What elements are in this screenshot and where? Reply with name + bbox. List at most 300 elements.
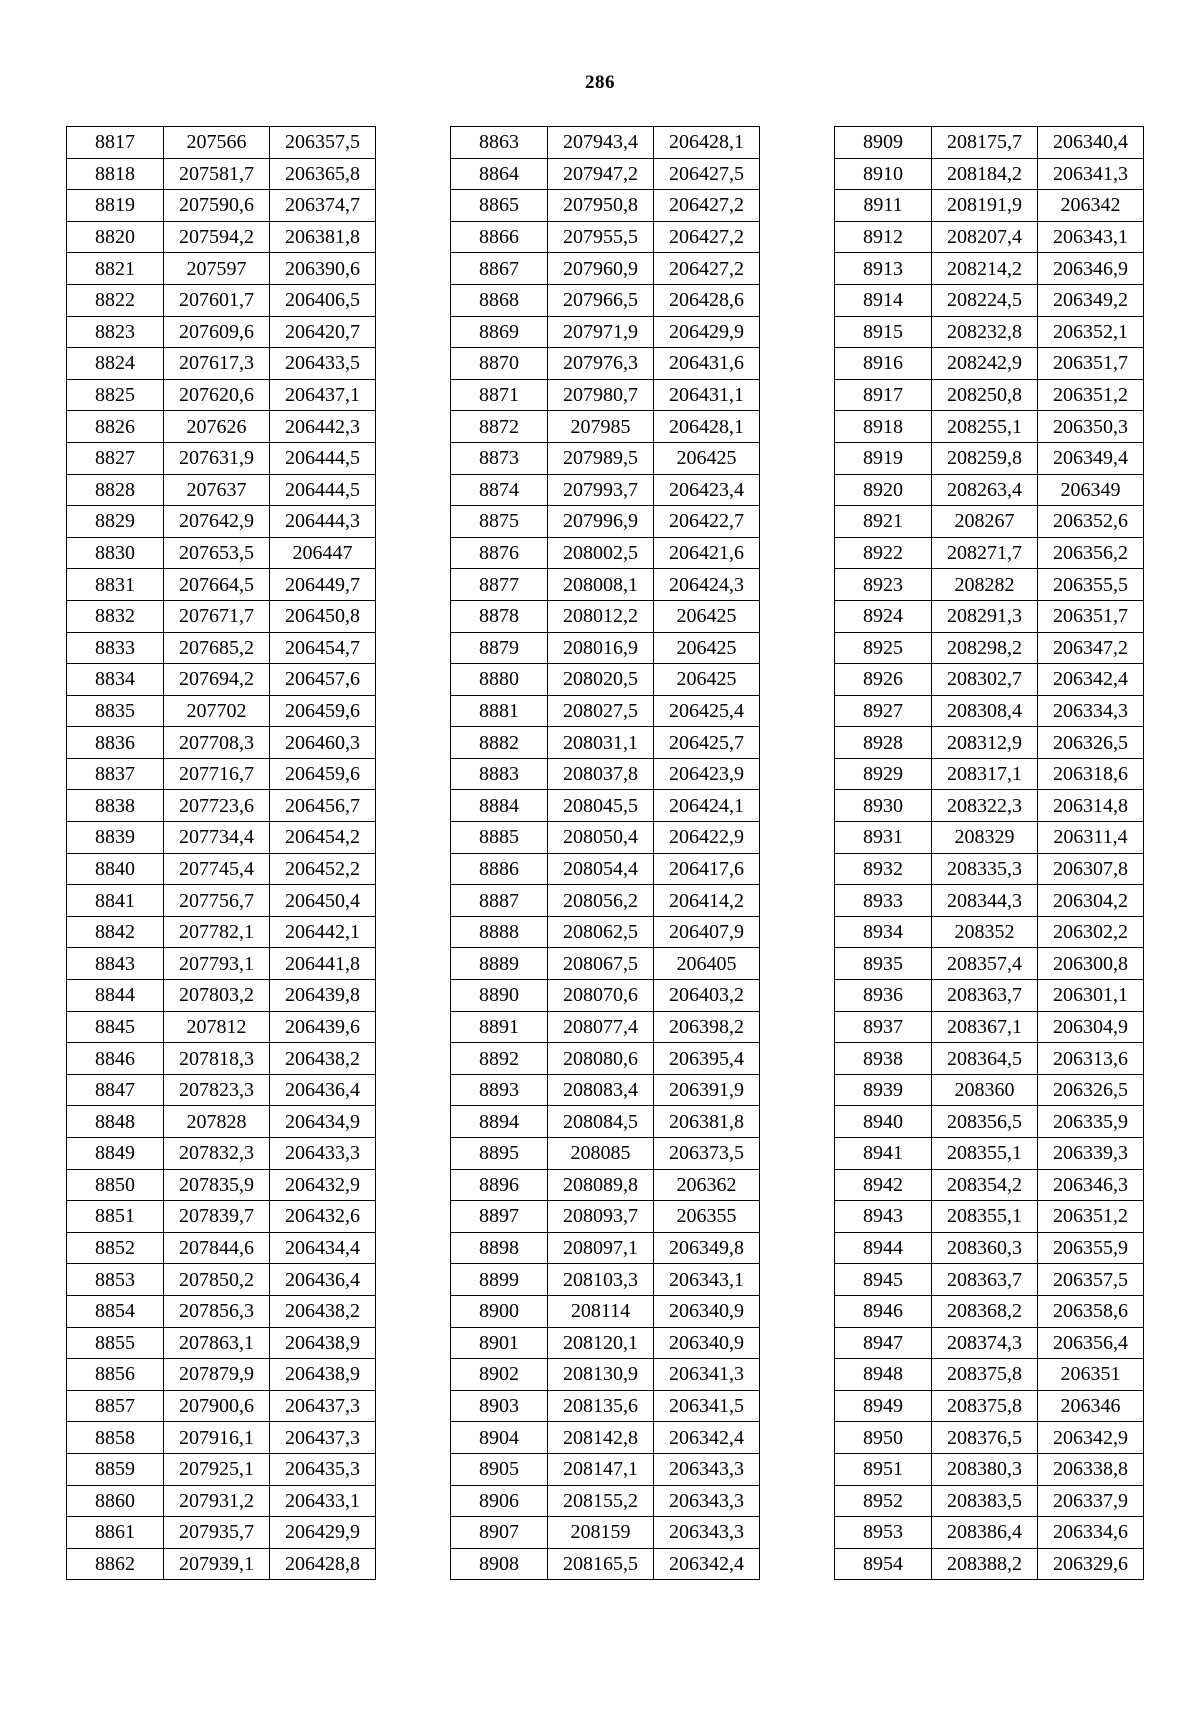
coordinate-table-1 bbox=[66, 126, 376, 1580]
point-number-cell: 8934 bbox=[835, 916, 932, 948]
point-number-cell: 8910 bbox=[835, 158, 932, 190]
point-number-cell: 8876 bbox=[451, 537, 548, 569]
point-number-cell: 8845 bbox=[67, 1011, 164, 1043]
x-coordinate-cell: 208335,3 bbox=[932, 853, 1038, 885]
point-number-cell: 8833 bbox=[67, 632, 164, 664]
point-number-cell: 8882 bbox=[451, 727, 548, 759]
point-number-cell: 8820 bbox=[67, 221, 164, 253]
point-number-cell: 8918 bbox=[835, 411, 932, 443]
table-row bbox=[451, 1359, 760, 1391]
x-coordinate-cell: 207685,2 bbox=[164, 632, 270, 664]
point-number-cell: 8881 bbox=[451, 695, 548, 727]
point-number-cell: 8873 bbox=[451, 442, 548, 474]
table-row bbox=[67, 1264, 376, 1296]
y-coordinate-cell: 206427,2 bbox=[654, 253, 760, 285]
table-row bbox=[835, 885, 1144, 917]
point-number-cell: 8905 bbox=[451, 1453, 548, 1485]
y-coordinate-cell: 206429,9 bbox=[654, 316, 760, 348]
point-number-cell: 8823 bbox=[67, 316, 164, 348]
x-coordinate-cell: 208363,7 bbox=[932, 1264, 1038, 1296]
point-number-cell: 8828 bbox=[67, 474, 164, 506]
y-coordinate-cell: 206346 bbox=[1038, 1390, 1144, 1422]
x-coordinate-cell: 208077,4 bbox=[548, 1011, 654, 1043]
table-row bbox=[451, 600, 760, 632]
table-row bbox=[451, 284, 760, 316]
y-coordinate-cell: 206351,2 bbox=[1038, 1201, 1144, 1233]
x-coordinate-cell: 208357,4 bbox=[932, 948, 1038, 980]
point-number-cell: 8866 bbox=[451, 221, 548, 253]
point-number-cell: 8840 bbox=[67, 853, 164, 885]
x-coordinate-cell: 207925,1 bbox=[164, 1453, 270, 1485]
point-number-cell: 8941 bbox=[835, 1138, 932, 1170]
point-number-cell: 8919 bbox=[835, 442, 932, 474]
table-row bbox=[67, 822, 376, 854]
x-coordinate-cell: 208037,8 bbox=[548, 758, 654, 790]
point-number-cell: 8936 bbox=[835, 980, 932, 1012]
table-row bbox=[67, 885, 376, 917]
point-number-cell: 8954 bbox=[835, 1548, 932, 1580]
point-number-cell: 8926 bbox=[835, 664, 932, 696]
table-row bbox=[67, 348, 376, 380]
table-row bbox=[67, 316, 376, 348]
table-row bbox=[835, 411, 1144, 443]
table-row bbox=[67, 1359, 376, 1391]
y-coordinate-cell: 206425 bbox=[654, 600, 760, 632]
x-coordinate-cell: 208016,9 bbox=[548, 632, 654, 664]
point-number-cell: 8915 bbox=[835, 316, 932, 348]
y-coordinate-cell: 206334,3 bbox=[1038, 695, 1144, 727]
table-row bbox=[835, 916, 1144, 948]
y-coordinate-cell: 206431,6 bbox=[654, 348, 760, 380]
point-number-cell: 8917 bbox=[835, 379, 932, 411]
point-number-cell: 8938 bbox=[835, 1043, 932, 1075]
point-number-cell: 8837 bbox=[67, 758, 164, 790]
point-number-cell: 8880 bbox=[451, 664, 548, 696]
y-coordinate-cell: 206425,7 bbox=[654, 727, 760, 759]
y-coordinate-cell: 206341,5 bbox=[654, 1390, 760, 1422]
table-row bbox=[835, 1327, 1144, 1359]
point-number-cell: 8817 bbox=[67, 127, 164, 159]
x-coordinate-cell: 208360 bbox=[932, 1074, 1038, 1106]
point-number-cell: 8843 bbox=[67, 948, 164, 980]
x-coordinate-cell: 207950,8 bbox=[548, 190, 654, 222]
point-number-cell: 8945 bbox=[835, 1264, 932, 1296]
x-coordinate-cell: 207839,7 bbox=[164, 1201, 270, 1233]
point-number-cell: 8886 bbox=[451, 853, 548, 885]
point-number-cell: 8869 bbox=[451, 316, 548, 348]
point-number-cell: 8838 bbox=[67, 790, 164, 822]
table-row bbox=[451, 790, 760, 822]
y-coordinate-cell: 206437,3 bbox=[270, 1390, 376, 1422]
point-number-cell: 8852 bbox=[67, 1232, 164, 1264]
page-number: 286 bbox=[585, 72, 615, 93]
y-coordinate-cell: 206459,6 bbox=[270, 758, 376, 790]
y-coordinate-cell: 206395,4 bbox=[654, 1043, 760, 1075]
table-row bbox=[835, 506, 1144, 538]
point-number-cell: 8841 bbox=[67, 885, 164, 917]
x-coordinate-cell: 208302,7 bbox=[932, 664, 1038, 696]
y-coordinate-cell: 206351,7 bbox=[1038, 600, 1144, 632]
x-coordinate-cell: 207850,2 bbox=[164, 1264, 270, 1296]
table-row bbox=[67, 1043, 376, 1075]
table-row bbox=[835, 1485, 1144, 1517]
x-coordinate-cell: 208045,5 bbox=[548, 790, 654, 822]
table-row bbox=[67, 1011, 376, 1043]
x-coordinate-cell: 208356,5 bbox=[932, 1106, 1038, 1138]
y-coordinate-cell: 206349,2 bbox=[1038, 284, 1144, 316]
point-number-cell: 8920 bbox=[835, 474, 932, 506]
x-coordinate-cell: 208191,9 bbox=[932, 190, 1038, 222]
x-coordinate-cell: 208027,5 bbox=[548, 695, 654, 727]
table-row bbox=[835, 1074, 1144, 1106]
x-coordinate-cell: 208374,3 bbox=[932, 1327, 1038, 1359]
y-coordinate-cell: 206314,8 bbox=[1038, 790, 1144, 822]
table-row bbox=[451, 569, 760, 601]
table-row bbox=[451, 1453, 760, 1485]
point-number-cell: 8819 bbox=[67, 190, 164, 222]
point-number-cell: 8902 bbox=[451, 1359, 548, 1391]
y-coordinate-cell: 206340,4 bbox=[1038, 127, 1144, 159]
point-number-cell: 8904 bbox=[451, 1422, 548, 1454]
x-coordinate-cell: 208383,5 bbox=[932, 1485, 1038, 1517]
y-coordinate-cell: 206428,8 bbox=[270, 1548, 376, 1580]
y-coordinate-cell: 206428,1 bbox=[654, 411, 760, 443]
table-row bbox=[835, 127, 1144, 159]
x-coordinate-cell: 207935,7 bbox=[164, 1517, 270, 1549]
y-coordinate-cell: 206460,3 bbox=[270, 727, 376, 759]
y-coordinate-cell: 206425 bbox=[654, 442, 760, 474]
x-coordinate-cell: 208317,1 bbox=[932, 758, 1038, 790]
y-coordinate-cell: 206341,3 bbox=[654, 1359, 760, 1391]
x-coordinate-cell: 207617,3 bbox=[164, 348, 270, 380]
table-row bbox=[67, 1422, 376, 1454]
y-coordinate-cell: 206326,5 bbox=[1038, 1074, 1144, 1106]
table-row bbox=[451, 411, 760, 443]
point-number-cell: 8818 bbox=[67, 158, 164, 190]
y-coordinate-cell: 206342 bbox=[1038, 190, 1144, 222]
table-row bbox=[451, 632, 760, 664]
x-coordinate-cell: 207812 bbox=[164, 1011, 270, 1043]
point-number-cell: 8875 bbox=[451, 506, 548, 538]
x-coordinate-cell: 208263,4 bbox=[932, 474, 1038, 506]
point-number-cell: 8855 bbox=[67, 1327, 164, 1359]
x-coordinate-cell: 207863,1 bbox=[164, 1327, 270, 1359]
point-number-cell: 8862 bbox=[67, 1548, 164, 1580]
table-row bbox=[67, 284, 376, 316]
table-row bbox=[451, 758, 760, 790]
table-row bbox=[835, 1422, 1144, 1454]
y-coordinate-cell: 206433,5 bbox=[270, 348, 376, 380]
point-number-cell: 8829 bbox=[67, 506, 164, 538]
y-coordinate-cell: 206428,1 bbox=[654, 127, 760, 159]
table-row bbox=[835, 632, 1144, 664]
point-number-cell: 8831 bbox=[67, 569, 164, 601]
point-number-cell: 8846 bbox=[67, 1043, 164, 1075]
x-coordinate-cell: 207989,5 bbox=[548, 442, 654, 474]
y-coordinate-cell: 206390,6 bbox=[270, 253, 376, 285]
table-row bbox=[835, 790, 1144, 822]
table-row bbox=[67, 1169, 376, 1201]
x-coordinate-cell: 208062,5 bbox=[548, 916, 654, 948]
table-row bbox=[67, 948, 376, 980]
point-number-cell: 8897 bbox=[451, 1201, 548, 1233]
table-row bbox=[451, 1169, 760, 1201]
table-row bbox=[835, 1201, 1144, 1233]
table-body bbox=[835, 127, 1144, 1580]
table-row bbox=[67, 916, 376, 948]
table-row bbox=[67, 790, 376, 822]
x-coordinate-cell: 207642,9 bbox=[164, 506, 270, 538]
point-number-cell: 8935 bbox=[835, 948, 932, 980]
y-coordinate-cell: 206432,6 bbox=[270, 1201, 376, 1233]
table-row bbox=[67, 442, 376, 474]
y-coordinate-cell: 206442,1 bbox=[270, 916, 376, 948]
x-coordinate-cell: 208012,2 bbox=[548, 600, 654, 632]
y-coordinate-cell: 206329,6 bbox=[1038, 1548, 1144, 1580]
y-coordinate-cell: 206417,6 bbox=[654, 853, 760, 885]
point-number-cell: 8932 bbox=[835, 853, 932, 885]
x-coordinate-cell: 207955,5 bbox=[548, 221, 654, 253]
table-row bbox=[835, 695, 1144, 727]
x-coordinate-cell: 208159 bbox=[548, 1517, 654, 1549]
point-number-cell: 8924 bbox=[835, 600, 932, 632]
table-row bbox=[67, 1327, 376, 1359]
table-row bbox=[451, 1517, 760, 1549]
table-row bbox=[67, 695, 376, 727]
point-number-cell: 8909 bbox=[835, 127, 932, 159]
table-body bbox=[67, 127, 376, 1580]
point-number-cell: 8826 bbox=[67, 411, 164, 443]
table-row bbox=[451, 1485, 760, 1517]
x-coordinate-cell: 207916,1 bbox=[164, 1422, 270, 1454]
y-coordinate-cell: 206439,6 bbox=[270, 1011, 376, 1043]
x-coordinate-cell: 208255,1 bbox=[932, 411, 1038, 443]
point-number-cell: 8844 bbox=[67, 980, 164, 1012]
table-row bbox=[835, 1043, 1144, 1075]
x-coordinate-cell: 207581,7 bbox=[164, 158, 270, 190]
x-coordinate-cell: 208322,3 bbox=[932, 790, 1038, 822]
table-body bbox=[451, 127, 760, 1580]
y-coordinate-cell: 206420,7 bbox=[270, 316, 376, 348]
y-coordinate-cell: 206406,5 bbox=[270, 284, 376, 316]
point-number-cell: 8914 bbox=[835, 284, 932, 316]
point-number-cell: 8913 bbox=[835, 253, 932, 285]
table-row bbox=[451, 348, 760, 380]
point-number-cell: 8853 bbox=[67, 1264, 164, 1296]
y-coordinate-cell: 206313,6 bbox=[1038, 1043, 1144, 1075]
point-number-cell: 8903 bbox=[451, 1390, 548, 1422]
point-number-cell: 8947 bbox=[835, 1327, 932, 1359]
point-number-cell: 8835 bbox=[67, 695, 164, 727]
x-coordinate-cell: 208312,9 bbox=[932, 727, 1038, 759]
x-coordinate-cell: 208067,5 bbox=[548, 948, 654, 980]
y-coordinate-cell: 206450,8 bbox=[270, 600, 376, 632]
y-coordinate-cell: 206300,8 bbox=[1038, 948, 1144, 980]
y-coordinate-cell: 206381,8 bbox=[270, 221, 376, 253]
x-coordinate-cell: 207966,5 bbox=[548, 284, 654, 316]
point-number-cell: 8901 bbox=[451, 1327, 548, 1359]
x-coordinate-cell: 207716,7 bbox=[164, 758, 270, 790]
point-number-cell: 8911 bbox=[835, 190, 932, 222]
x-coordinate-cell: 208242,9 bbox=[932, 348, 1038, 380]
y-coordinate-cell: 206459,6 bbox=[270, 695, 376, 727]
point-number-cell: 8861 bbox=[67, 1517, 164, 1549]
table-row bbox=[67, 474, 376, 506]
table-row bbox=[67, 664, 376, 696]
x-coordinate-cell: 208354,2 bbox=[932, 1169, 1038, 1201]
point-number-cell: 8834 bbox=[67, 664, 164, 696]
point-number-cell: 8927 bbox=[835, 695, 932, 727]
table-row bbox=[835, 474, 1144, 506]
table-row bbox=[67, 853, 376, 885]
x-coordinate-cell: 207879,9 bbox=[164, 1359, 270, 1391]
y-coordinate-cell: 206423,9 bbox=[654, 758, 760, 790]
y-coordinate-cell: 206341,3 bbox=[1038, 158, 1144, 190]
point-number-cell: 8889 bbox=[451, 948, 548, 980]
y-coordinate-cell: 206425,4 bbox=[654, 695, 760, 727]
x-coordinate-cell: 207756,7 bbox=[164, 885, 270, 917]
x-coordinate-cell: 207782,1 bbox=[164, 916, 270, 948]
table-row bbox=[451, 1264, 760, 1296]
x-coordinate-cell: 207631,9 bbox=[164, 442, 270, 474]
table-row bbox=[67, 1106, 376, 1138]
point-number-cell: 8847 bbox=[67, 1074, 164, 1106]
y-coordinate-cell: 206431,1 bbox=[654, 379, 760, 411]
y-coordinate-cell: 206352,6 bbox=[1038, 506, 1144, 538]
table-row bbox=[451, 1232, 760, 1264]
point-number-cell: 8871 bbox=[451, 379, 548, 411]
y-coordinate-cell: 206436,4 bbox=[270, 1074, 376, 1106]
y-coordinate-cell: 206304,2 bbox=[1038, 885, 1144, 917]
x-coordinate-cell: 207947,2 bbox=[548, 158, 654, 190]
y-coordinate-cell: 206346,3 bbox=[1038, 1169, 1144, 1201]
x-coordinate-cell: 207971,9 bbox=[548, 316, 654, 348]
x-coordinate-cell: 208376,5 bbox=[932, 1422, 1038, 1454]
point-number-cell: 8950 bbox=[835, 1422, 932, 1454]
x-coordinate-cell: 207844,6 bbox=[164, 1232, 270, 1264]
point-number-cell: 8930 bbox=[835, 790, 932, 822]
y-coordinate-cell: 206438,9 bbox=[270, 1359, 376, 1391]
x-coordinate-cell: 208298,2 bbox=[932, 632, 1038, 664]
x-coordinate-cell: 207960,9 bbox=[548, 253, 654, 285]
y-coordinate-cell: 206456,7 bbox=[270, 790, 376, 822]
y-coordinate-cell: 206439,8 bbox=[270, 980, 376, 1012]
y-coordinate-cell: 206441,8 bbox=[270, 948, 376, 980]
y-coordinate-cell: 206457,6 bbox=[270, 664, 376, 696]
x-coordinate-cell: 207723,6 bbox=[164, 790, 270, 822]
y-coordinate-cell: 206414,2 bbox=[654, 885, 760, 917]
y-coordinate-cell: 206422,7 bbox=[654, 506, 760, 538]
table-row bbox=[835, 980, 1144, 1012]
x-coordinate-cell: 207943,4 bbox=[548, 127, 654, 159]
table-row bbox=[451, 253, 760, 285]
y-coordinate-cell: 206343,3 bbox=[654, 1485, 760, 1517]
x-coordinate-cell: 207980,7 bbox=[548, 379, 654, 411]
table-row bbox=[451, 1327, 760, 1359]
y-coordinate-cell: 206391,9 bbox=[654, 1074, 760, 1106]
x-coordinate-cell: 208080,6 bbox=[548, 1043, 654, 1075]
y-coordinate-cell: 206454,7 bbox=[270, 632, 376, 664]
point-number-cell: 8908 bbox=[451, 1548, 548, 1580]
table-row bbox=[451, 1011, 760, 1043]
x-coordinate-cell: 208002,5 bbox=[548, 537, 654, 569]
point-number-cell: 8906 bbox=[451, 1485, 548, 1517]
y-coordinate-cell: 206365,8 bbox=[270, 158, 376, 190]
y-coordinate-cell: 206405 bbox=[654, 948, 760, 980]
y-coordinate-cell: 206334,6 bbox=[1038, 1517, 1144, 1549]
point-number-cell: 8891 bbox=[451, 1011, 548, 1043]
y-coordinate-cell: 206340,9 bbox=[654, 1295, 760, 1327]
y-coordinate-cell: 206349,8 bbox=[654, 1232, 760, 1264]
x-coordinate-cell: 208282 bbox=[932, 569, 1038, 601]
x-coordinate-cell: 207566 bbox=[164, 127, 270, 159]
y-coordinate-cell: 206422,9 bbox=[654, 822, 760, 854]
point-number-cell: 8898 bbox=[451, 1232, 548, 1264]
x-coordinate-cell: 208020,5 bbox=[548, 664, 654, 696]
x-coordinate-cell: 207976,3 bbox=[548, 348, 654, 380]
x-coordinate-cell: 208184,2 bbox=[932, 158, 1038, 190]
y-coordinate-cell: 206432,9 bbox=[270, 1169, 376, 1201]
x-coordinate-cell: 207818,3 bbox=[164, 1043, 270, 1075]
table-row bbox=[451, 442, 760, 474]
point-number-cell: 8895 bbox=[451, 1138, 548, 1170]
table-row bbox=[835, 1548, 1144, 1580]
table-row bbox=[835, 1169, 1144, 1201]
point-number-cell: 8859 bbox=[67, 1453, 164, 1485]
y-coordinate-cell: 206307,8 bbox=[1038, 853, 1144, 885]
table-row bbox=[451, 853, 760, 885]
y-coordinate-cell: 206438,2 bbox=[270, 1043, 376, 1075]
table-row bbox=[451, 664, 760, 696]
y-coordinate-cell: 206444,3 bbox=[270, 506, 376, 538]
x-coordinate-cell: 208175,7 bbox=[932, 127, 1038, 159]
x-coordinate-cell: 207856,3 bbox=[164, 1295, 270, 1327]
table-row bbox=[835, 379, 1144, 411]
point-number-cell: 8890 bbox=[451, 980, 548, 1012]
table-row bbox=[451, 506, 760, 538]
x-coordinate-cell: 208097,1 bbox=[548, 1232, 654, 1264]
point-number-cell: 8863 bbox=[451, 127, 548, 159]
x-coordinate-cell: 207702 bbox=[164, 695, 270, 727]
table-row bbox=[67, 1517, 376, 1549]
x-coordinate-cell: 208367,1 bbox=[932, 1011, 1038, 1043]
x-coordinate-cell: 207734,4 bbox=[164, 822, 270, 854]
point-number-cell: 8923 bbox=[835, 569, 932, 601]
y-coordinate-cell: 206442,3 bbox=[270, 411, 376, 443]
y-coordinate-cell: 206351 bbox=[1038, 1359, 1144, 1391]
y-coordinate-cell: 206311,4 bbox=[1038, 822, 1144, 854]
table-row bbox=[67, 980, 376, 1012]
y-coordinate-cell: 206437,1 bbox=[270, 379, 376, 411]
y-coordinate-cell: 206437,3 bbox=[270, 1422, 376, 1454]
y-coordinate-cell: 206423,4 bbox=[654, 474, 760, 506]
table-row bbox=[67, 1548, 376, 1580]
x-coordinate-cell: 207653,5 bbox=[164, 537, 270, 569]
table-row bbox=[67, 253, 376, 285]
point-number-cell: 8878 bbox=[451, 600, 548, 632]
x-coordinate-cell: 207694,2 bbox=[164, 664, 270, 696]
table-row bbox=[451, 1422, 760, 1454]
table-row bbox=[67, 1138, 376, 1170]
x-coordinate-cell: 207985 bbox=[548, 411, 654, 443]
y-coordinate-cell: 206427,2 bbox=[654, 221, 760, 253]
y-coordinate-cell: 206302,2 bbox=[1038, 916, 1144, 948]
point-number-cell: 8885 bbox=[451, 822, 548, 854]
x-coordinate-cell: 207620,6 bbox=[164, 379, 270, 411]
table-row bbox=[835, 1390, 1144, 1422]
table-row bbox=[67, 127, 376, 159]
table-row bbox=[835, 822, 1144, 854]
